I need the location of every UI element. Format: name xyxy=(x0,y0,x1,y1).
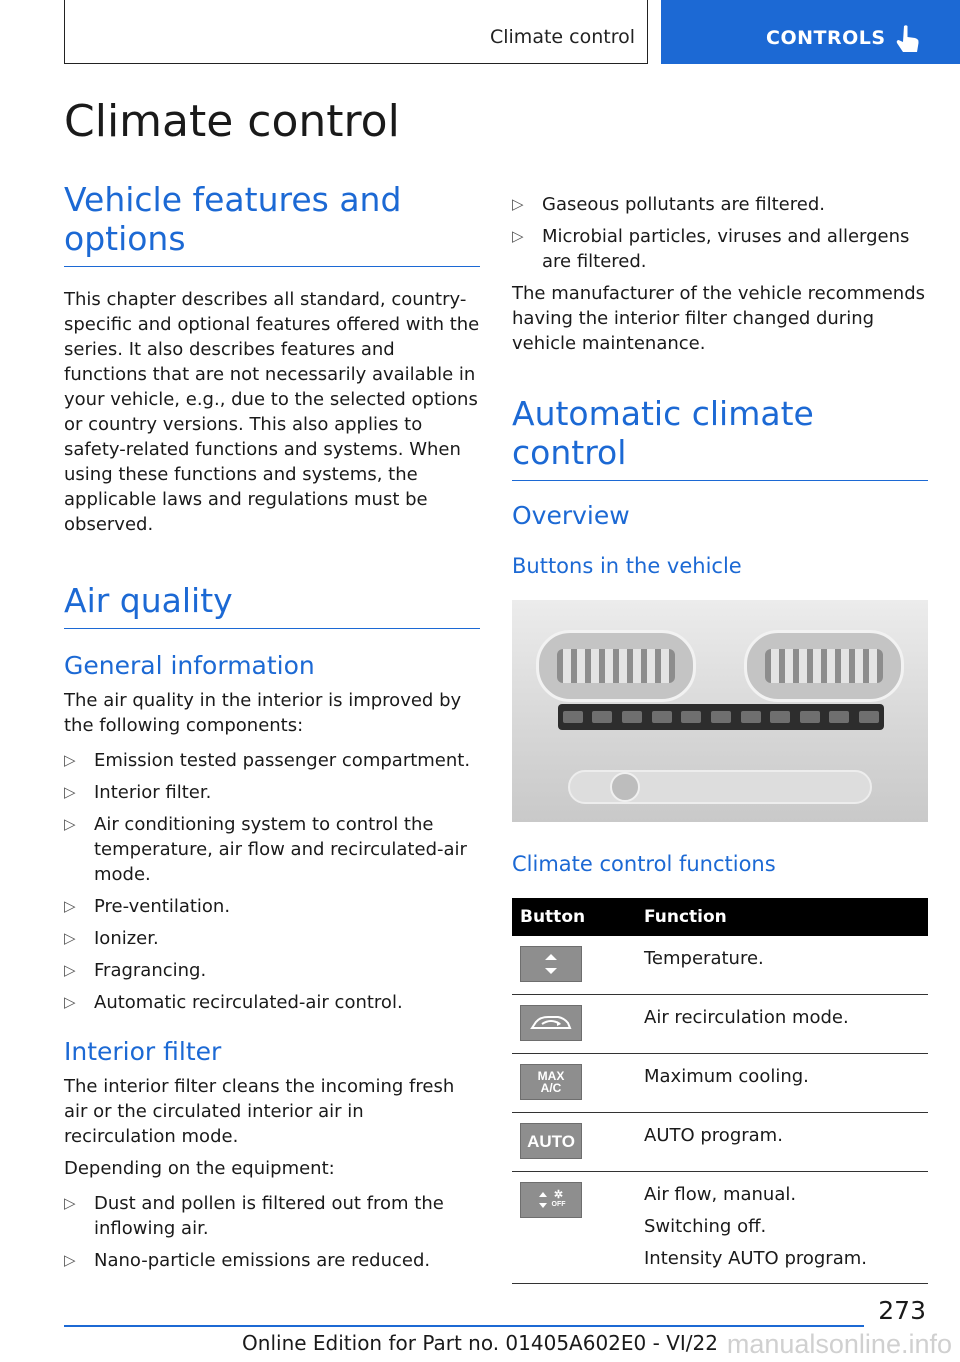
list-item: ▷ Fragrancing. xyxy=(64,958,480,983)
air-recirculation-icon xyxy=(520,1005,582,1041)
function-text: Temperature. xyxy=(644,948,764,969)
depending-on-equipment: Depending on the equipment: xyxy=(64,1158,335,1179)
footer-edition: Online Edition for Part no. 01405A602E0 - VI/22 xyxy=(242,1331,718,1355)
heading-vehicle-features: Vehicle features and options xyxy=(64,180,480,267)
off-label: OFF xyxy=(551,1201,566,1208)
header-chapter-label: CONTROLS xyxy=(766,27,886,49)
page-number: 273 xyxy=(878,1296,926,1325)
heading-general-information: General information xyxy=(64,651,315,680)
list-item: ▷ Pre-ventilation. xyxy=(64,894,480,919)
right-air-vent xyxy=(744,630,904,702)
function-text: Air recirculation mode. xyxy=(644,1007,849,1028)
header-chapter-tab[interactable] xyxy=(661,0,960,64)
max-ac-label: MAX A/C xyxy=(537,1069,565,1095)
table-row xyxy=(512,1113,928,1172)
heading-automatic-climate-control: Automatic climate control xyxy=(512,394,928,481)
function-text: AUTO program. xyxy=(644,1125,783,1146)
interior-filter-list xyxy=(64,1191,480,1273)
volume-knob xyxy=(610,772,640,802)
function-text: Maximum cooling. xyxy=(644,1066,809,1087)
table-row xyxy=(512,936,928,995)
list-item: ▷ Microbial particles, viruses and allergens are filtered. xyxy=(512,224,928,274)
heading-buttons-in-vehicle: Buttons in the vehicle xyxy=(512,554,742,578)
general-info-intro: The air quality in the interior is improved by the following components: xyxy=(64,690,462,736)
heading-climate-control-functions: Climate control functions xyxy=(512,852,776,876)
pointing-hand-icon xyxy=(895,24,921,54)
watermark: manualsonline.info xyxy=(726,1329,952,1359)
heading-overview: Overview xyxy=(512,501,630,530)
header-section-box xyxy=(64,0,648,64)
right-column xyxy=(512,192,928,1284)
table-row xyxy=(512,995,928,1054)
table-row xyxy=(512,1054,928,1113)
list-item: ▷ Dust and pollen is filtered out from the inflowing air. xyxy=(64,1191,480,1241)
heading-interior-filter: Interior filter xyxy=(64,1037,222,1066)
interior-filter-text: The interior filter cleans the incoming fresh air or the circulated interior air in recirculation mode. xyxy=(64,1076,455,1147)
air-flow-off-icon: ✲ OFF xyxy=(520,1182,582,1218)
left-air-vent xyxy=(536,630,696,702)
list-item: ▷ Emission tested passenger compartment. xyxy=(64,748,480,773)
vehicle-features-text: This chapter describes all standard, country-specific and optional features offered with the series. It also describes features and functions that are not necessarily available in your vehicle, e.g., due to the selected options or country versions. This also applies to safety-related functions and systems. When using these functions and systems, the applicable laws and regulations must be observed. xyxy=(64,289,480,535)
function-text: Intensity AUTO program. xyxy=(644,1248,867,1269)
climate-panel-photo xyxy=(512,600,928,822)
list-item: ▷ Interior filter. xyxy=(64,780,480,805)
left-column xyxy=(64,180,480,1280)
function-text: Air flow, manual. xyxy=(644,1184,797,1205)
function-text: Switching off. xyxy=(644,1216,767,1237)
list-item: ▷ Automatic recirculated-air control. xyxy=(64,990,480,1015)
climate-functions-table xyxy=(512,898,928,1284)
auto-icon xyxy=(520,1123,582,1159)
max-ac-icon xyxy=(520,1064,582,1100)
footer-divider xyxy=(64,1325,864,1327)
filter-results-list xyxy=(512,192,928,274)
column-header-button: Button xyxy=(512,898,636,936)
list-item: ▷ Gaseous pollutants are filtered. xyxy=(512,192,928,217)
temperature-arrows-icon xyxy=(520,946,582,982)
heading-air-quality: Air quality xyxy=(64,581,480,629)
header-section-label: Climate control xyxy=(489,26,635,48)
filter-recommendation: The manufacturer of the vehicle recommends having the interior filter changed during vehicle maintenance. xyxy=(512,283,926,354)
auto-label: AUTO xyxy=(527,1131,575,1151)
page-title: Climate control xyxy=(64,96,400,147)
list-item: ▷ Air conditioning system to control the temperature, air flow and recirculated-air mode. xyxy=(64,812,480,887)
table-row xyxy=(512,1172,928,1284)
climate-button-panel xyxy=(558,704,884,730)
list-item: ▷ Nano-particle emissions are reduced. xyxy=(64,1248,480,1273)
list-item: ▷ Ionizer. xyxy=(64,926,480,951)
air-quality-components-list xyxy=(64,748,480,1015)
column-header-function: Function xyxy=(636,898,928,936)
